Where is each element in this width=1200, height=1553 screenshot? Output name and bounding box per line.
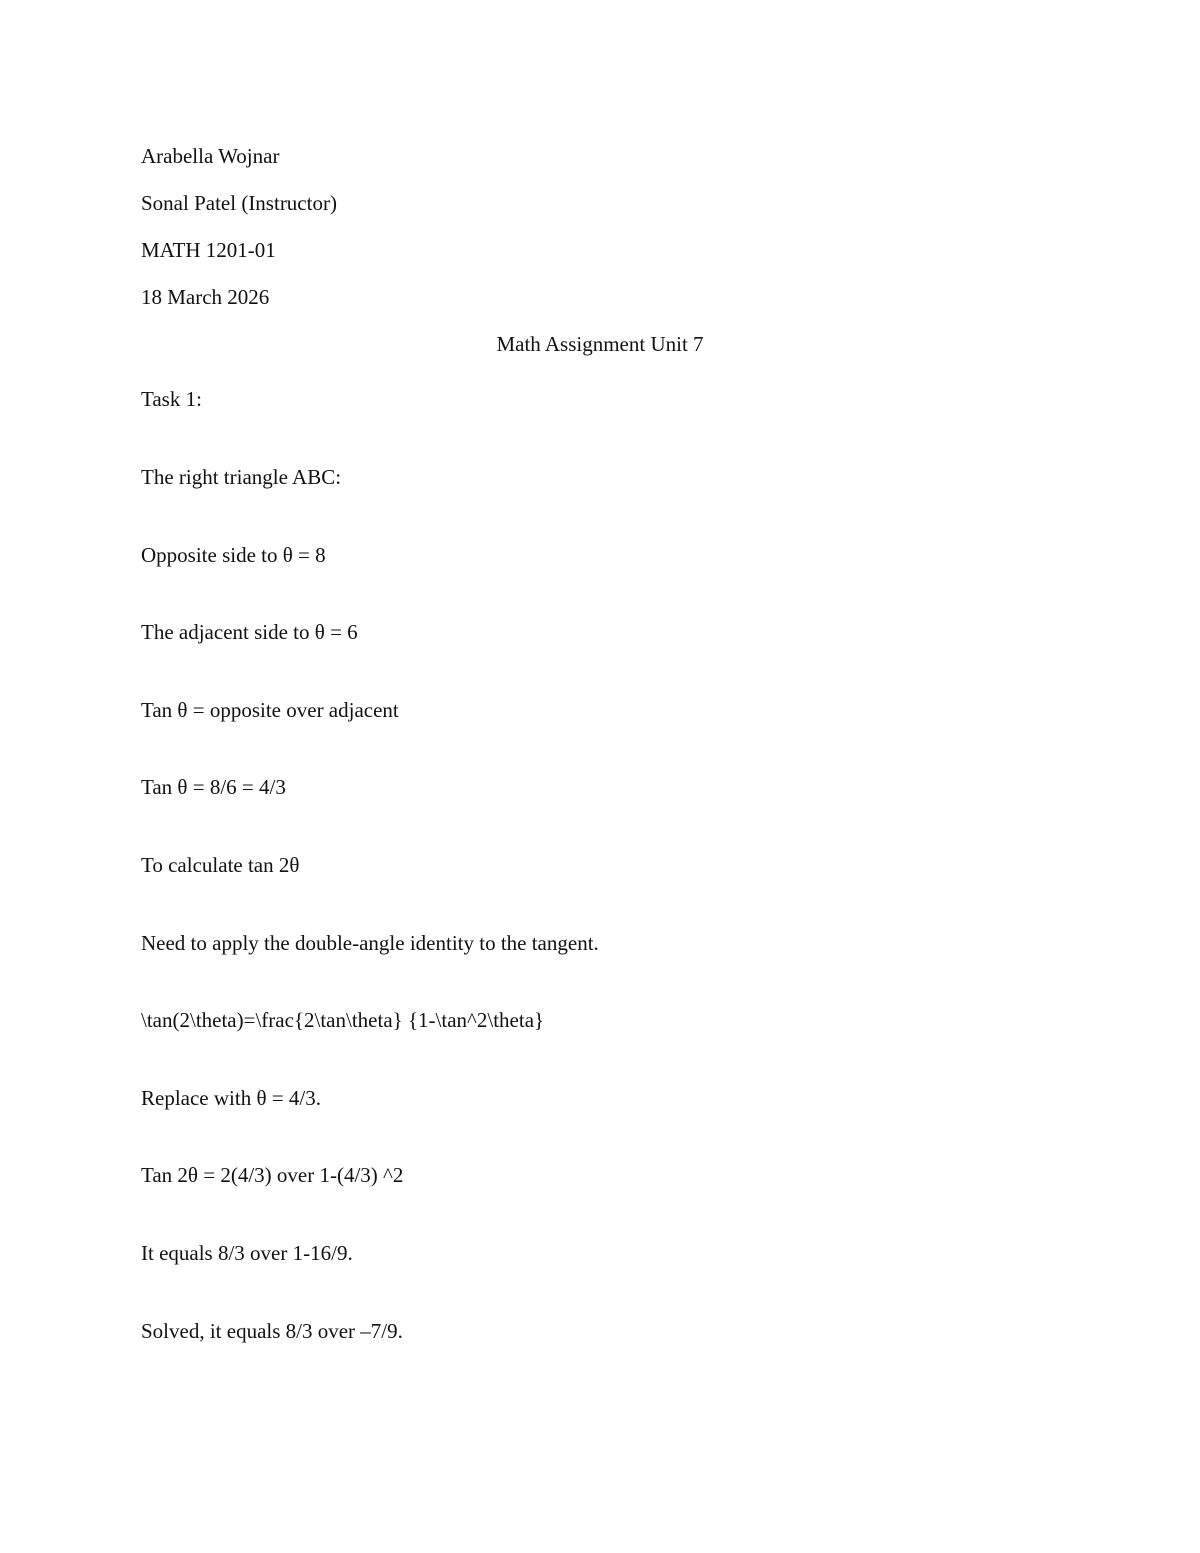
instructor-name: Sonal Patel (Instructor) — [141, 191, 337, 215]
course-code: MATH 1201-01 — [141, 238, 276, 262]
body-line: It equals 8/3 over 1-16/9. — [141, 1241, 353, 1265]
body-line: Need to apply the double-angle identity to the tangent. — [141, 931, 599, 955]
latex-formula-line: \tan(2\theta)=\frac{2\tan\theta} {1-\tan^2\theta} — [141, 1008, 545, 1032]
body-line: Tan 2θ = 2(4/3) over 1-(4/3) ^2 — [141, 1163, 404, 1187]
body-line: Opposite side to θ = 8 — [141, 543, 326, 567]
body-line: Tan θ = opposite over adjacent — [141, 698, 399, 722]
body-line: Replace with θ = 4/3. — [141, 1086, 321, 1110]
body-line: Tan θ = 8/6 = 4/3 — [141, 775, 286, 799]
student-name: Arabella Wojnar — [141, 144, 280, 168]
body-line: To calculate tan 2θ — [141, 853, 300, 877]
body-line: The adjacent side to θ = 6 — [141, 620, 358, 644]
task-label: Task 1: — [141, 387, 202, 411]
assignment-date: 18 March 2026 — [141, 285, 270, 309]
document-title: Math Assignment Unit 7 — [496, 332, 704, 356]
body-line: Solved, it equals 8/3 over –7/9. — [141, 1319, 403, 1343]
body-line: The right triangle ABC: — [141, 465, 342, 489]
